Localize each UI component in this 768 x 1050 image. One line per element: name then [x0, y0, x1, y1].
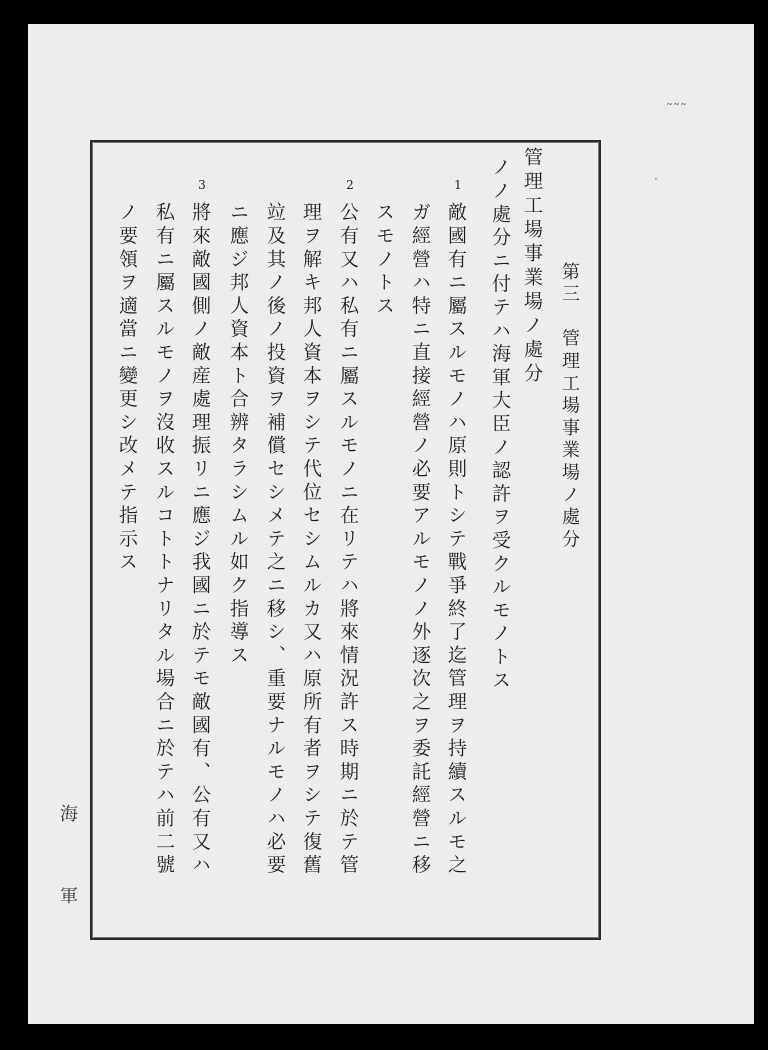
scan-noise: ˜˜˜ [666, 102, 687, 118]
heading-column: 管理工場事業場ノ處分 [521, 147, 543, 387]
text-column: ニ應ジ邦人資本ト合辨タラシムル如ク指導ス [227, 202, 249, 668]
text-column: スモノトス [373, 202, 395, 319]
text-column: ノ要領ヲ適當ニ變更シ改メテ指示ス [116, 202, 138, 575]
item-number: 3 [198, 178, 206, 192]
text-column: 理ヲ解キ邦人資本ヲシテ代位セシムルカ又ハ原所有者ヲシテ復舊 [300, 202, 322, 878]
text-column: 將來敵國側ノ敵産處理振リニ應ジ我國ニ於テモ敵國有、公有又ハ [189, 202, 211, 878]
margin-character: 海 [60, 804, 78, 825]
text-column: ガ經營ハ特ニ直接經營ノ必要アルモノノ外逐次之ヲ委託經營ニ移 [409, 202, 431, 878]
margin-character: 軍 [60, 886, 78, 907]
item-number: 2 [346, 178, 354, 192]
text-column: 竝及其ノ後ノ投資ヲ補償セシメテ之ニ移シ、重要ナルモノハ必要 [264, 202, 286, 878]
text-column: 公有又ハ私有ニ屬スルモノニ在リテハ將來情況許ス時期ニ於テ管 [337, 202, 359, 878]
text-column: ノノ處分ニ付テハ海軍大臣ノ認許ヲ受クルモノトス [489, 157, 511, 693]
item-number: 1 [454, 178, 462, 192]
text-column: 敵國有ニ屬スルモノハ原則トシテ戰爭終了迄管理ヲ持續スルモ之 [445, 202, 467, 878]
section-heading: 第三 管理工場事業場ノ處分 [559, 262, 580, 552]
text-column: 私有ニ屬スルモノヲ沒收スルコトトナリタル場合ニ於テハ前二號 [153, 202, 175, 878]
scan-noise: · [654, 172, 658, 186]
